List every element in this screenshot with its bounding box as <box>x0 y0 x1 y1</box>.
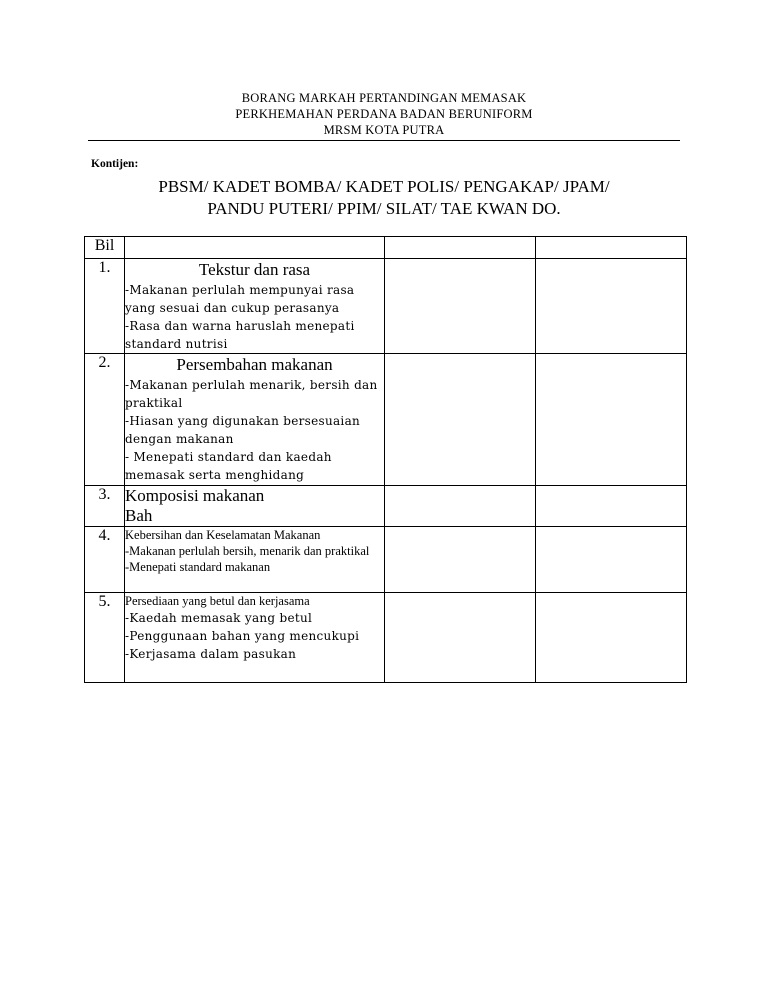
contingent-line-1: PBSM/ KADET BOMBA/ KADET POLIS/ PENGAKAP/ JPAM/ <box>158 177 610 196</box>
criteria-cell <box>125 486 385 527</box>
criteria-cell <box>125 527 385 593</box>
venue-name: MRSM KOTA PUTRA <box>323 123 445 137</box>
score-cell[interactable] <box>385 486 536 527</box>
score-cell[interactable] <box>536 593 687 683</box>
form-title: BORANG MARKAH PERTANDINGAN MEMASAK <box>241 91 527 105</box>
score-cell[interactable] <box>536 259 687 354</box>
criteria-item: -Penggunaan bahan yang mencukupi <box>125 629 360 643</box>
row-number: 2. <box>85 354 125 486</box>
criteria-item: -Kaedah memasak yang betul <box>125 611 313 625</box>
header-score-cell-1[interactable] <box>385 237 536 259</box>
criteria-subtitle: Bah <box>125 506 153 525</box>
table-row <box>85 527 687 593</box>
marks-table <box>84 236 687 683</box>
criteria-cell <box>125 354 385 486</box>
score-cell[interactable] <box>385 527 536 593</box>
score-cell[interactable] <box>536 527 687 593</box>
criteria-title: Tekstur dan rasa <box>198 260 311 279</box>
criteria-item: -Makanan perlulah mempunyai rasa yang sesuai dan cukup perasanya <box>125 283 355 315</box>
criteria-item: -Menepati standard makanan <box>125 560 271 574</box>
header-score-cell-2[interactable] <box>536 237 687 259</box>
header-divider <box>88 140 680 141</box>
row-number: 4. <box>85 527 125 593</box>
score-cell[interactable] <box>385 593 536 683</box>
header-bil: Bil <box>85 237 125 259</box>
criteria-cell <box>125 593 385 683</box>
contingent-list <box>84 176 684 220</box>
event-name: PERKHEMAHAN PERDANA BADAN BERUNIFORM <box>235 107 533 121</box>
score-cell[interactable] <box>536 354 687 486</box>
criteria-title: Kebersihan dan Keselamatan Makanan <box>125 528 321 542</box>
table-row <box>85 486 687 527</box>
criteria-item: -Rasa dan warna haruslah menepati standard nutrisi <box>125 319 355 351</box>
score-cell[interactable] <box>536 486 687 527</box>
criteria-item: -Makanan perlulah bersih, menarik dan praktikal <box>125 544 370 558</box>
row-number: 3. <box>85 486 125 527</box>
criteria-item: - Menepati standard dan kaedah memasak serta menghidang <box>125 450 332 482</box>
criteria-cell <box>125 259 385 354</box>
form-header <box>88 90 680 138</box>
criteria-item: -Hiasan yang digunakan bersesuaian dengan makanan <box>125 414 361 446</box>
table-row <box>85 354 687 486</box>
criteria-title: Persediaan yang betul dan kerjasama <box>125 594 310 608</box>
criteria-title: Komposisi makanan <box>125 486 265 505</box>
score-cell[interactable] <box>385 354 536 486</box>
table-row <box>85 259 687 354</box>
kontijen-label: Kontijen: <box>91 158 139 170</box>
score-cell[interactable] <box>385 259 536 354</box>
criteria-item: -Kerjasama dalam pasukan <box>125 647 297 661</box>
contingent-line-2: PANDU PUTERI/ PPIM/ SILAT/ TAE KWAN DO. <box>207 199 561 218</box>
row-number: 5. <box>85 593 125 683</box>
criteria-title: Persembahan makanan <box>176 355 333 374</box>
table-row <box>85 593 687 683</box>
row-number: 1. <box>85 259 125 354</box>
criteria-item: -Makanan perlulah menarik, bersih dan praktikal <box>125 378 378 410</box>
header-criteria-cell <box>125 237 385 259</box>
table-header-row <box>85 237 687 259</box>
